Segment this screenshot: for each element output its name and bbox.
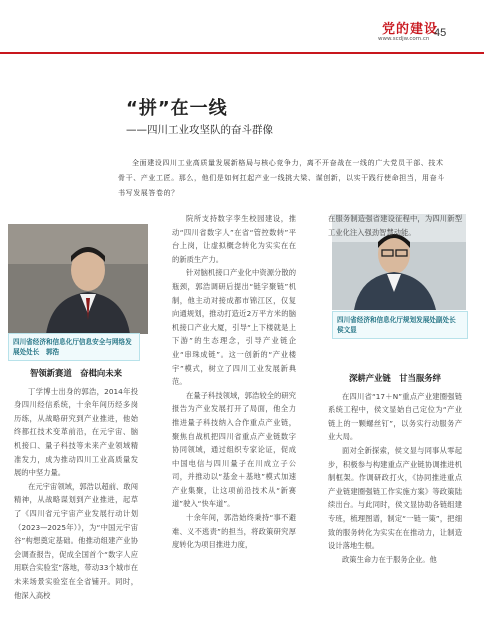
column-middle [172,212,296,552]
column-right-top [328,212,462,239]
section-heading-hou-wenxian: 深耕产业链 甘当服务绊 [348,373,442,383]
portrait-illustration [8,224,148,334]
section-heading-guo-hao: 智领新赛道 奋楫向未来 [29,368,123,378]
column-right [328,372,462,566]
paragraph: 在四川省“17＋N”重点产业建圈强链系统工程中，侯文显始自己定位为“产业链上的一颗螺丝钉”，以务实行动服务产业大局。 [328,391,462,442]
page-number: 45 [434,27,447,39]
paragraph: 面对全新探索，侯文显与同事从零起步，积极参与构建重点产业链协调推进机制框架。作调研政打火，《协同推进重点产业链建圈强链工作实施方案》等政策陆续出台。与此同时，侯文显协助各链组建专班，梳理图谱，制定“一链一策”，把细致的服务转化为实实在在推动力，让制造设计落地生根。 [328,445,462,551]
photo-caption-hou-wenxian: 四川省经济和信息化厅规划发展处副处长 侯文显 [332,311,468,339]
paragraph: 政策生命力在于服务企业。他 [342,554,437,564]
paragraph: 院所支持数字孪生校园建设，推动“四川省数字人”在省“管控数转”平台上岗，让虚拟概念转化为实实在在的新质生产力。 [172,214,296,264]
portrait-photo-guo-hao [8,224,148,334]
paragraph: 在量子科技领域，郭浩较全的研究报告为产业发展打开了局面，他全力推进量子科技纳入合作重点产业链，聚焦自战机把四川省重点产业链数字协同领域，通过组织专家论证，促成中国电信与四川量子在川成立子公司，并推动以“基金＋基地”模式加速产业集聚，让这项前沿技术从“新赛道”驶入“快车道”。 [172,390,296,509]
paragraph: 丁学博士出身的郭浩，2014年投身四川经信系统，十余年间历经多岗历练，从战略研究到产业推进，他始终都扛技术变革前沿，在元宇宙、脑机接口、量子科技等未来产业领域精准发力，成为推动四川工业高质量发展的中坚力量。 [14,386,138,478]
article-title: “拼”在一线 [126,98,228,119]
magazine-logo: 党的建设 [382,22,439,37]
article-lead: 全面建设四川工业高质量发展新格局与核心竞争力，离不开奋战在一线的广大党员干部、技术骨干、产业工匠。那么，他们是如何扛起产业一线挑大梁、谋创新，以实干践行使命担当，用奋斗书写发展答卷的？ [118,159,445,197]
header-rule [0,52,484,54]
paragraph: 在服务制造强省建设征程中，为四川新型工业化注入强劲智慧动能。 [328,214,462,237]
paragraph: 针对脑机接口产业化中资源分散的瓶颈，郭浩调研后提出“链字聚链”机制，他主动对接成都市锦江区，仅复向通规划，推动打造近2万平方米的脑机接口产业大厦，引导“上下楼就是上下游”的生态理念，引导产业链企业“串珠成链”。这一创新的“产业楼宇”模式，树立了四川工业发展新典范。 [172,268,296,387]
paragraph: 十余年间，郭浩始终秉持“事不避难、义不逃责”的担当，将政策研究厚度转化为项目推进力度， [172,513,296,550]
paragraph: 在元宇宙领域，郭浩以超前、敢闯精神，从战略谋划到产业推进，起草了《四川省元宇宙产业发展行动计划（2023—2025年）》，为“中国元宇宙谷”构想奠定基础。他推动组建产业协会调查报告，促成全国首个“数字人应用联合实验室”落地，带动33个城市在未来场景实验室在全省铺开。同时，他深入高校 [14,481,138,600]
photo-caption-guo-hao: 四川省经济和信息化厅信息安全与网络发展处处长 郭浩 [8,333,140,361]
column-left [14,367,138,602]
magazine-url: www.scdjw.com.cn [378,36,430,42]
article-subtitle: ——四川工业攻坚队的奋斗群像 [126,124,273,136]
